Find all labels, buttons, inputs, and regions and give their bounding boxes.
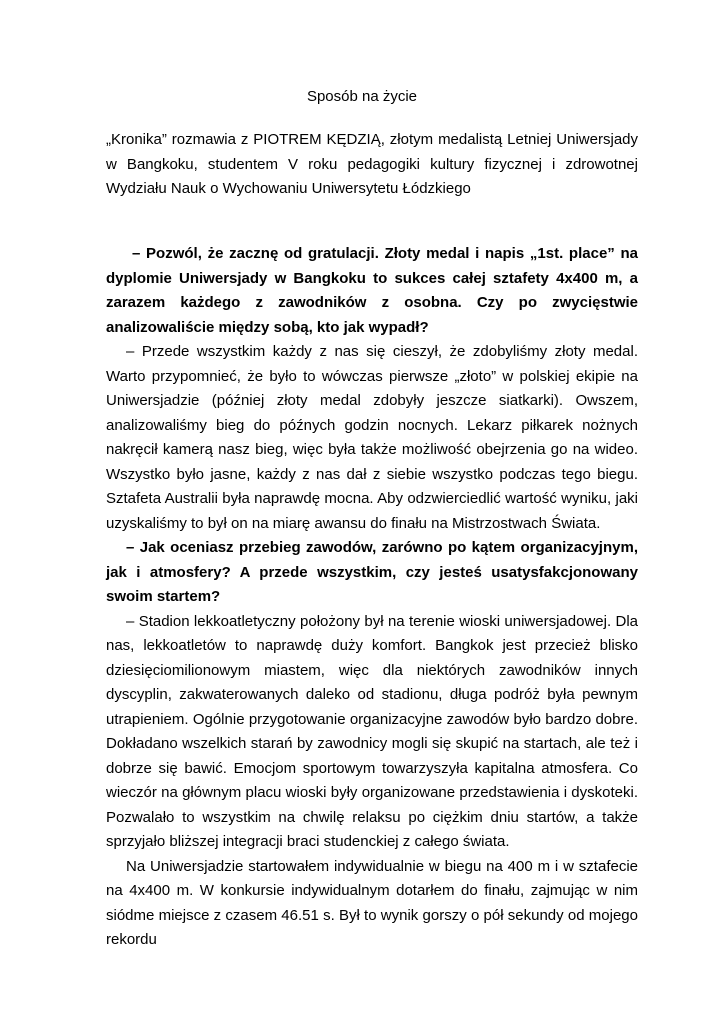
interview-answer-2-continued: Na Uniwersjadzie startowałem indywidualnie w biegu na 400 m i w sztafecie na 4x400 m. W konkursie indywidualnym dotarłem do finału, zajmując w nim siódme miejsce z czasem 46.51 s. Był to wynik gorszy o pół sekundy od mojego rekordu: [106, 857, 638, 948]
interview-answer-1: – Przede wszystkim każdy z nas się cieszył, że zdobyliśmy złoty medal. Warto przypomnieć, że było to wówczas pierwsze „złoto” w polskiej ekipie na Uniwersjadzie (później złoty medal zdobyły jeszcze siatkarki). Owszem, analizowaliśmy bieg do późnych godzin nocnych. Lekarz piłkarek nożnych nakręcił kamerą nasz bieg, więc była także możliwość obejrzenia go na wideo. Wszystko było jasne, każdy z nas dał z siebie wszystko podczas tego biegu. Sztafeta Australii była naprawdę mocna. Aby odzwierciedlić wartość wyniku, jaki uzyskaliśmy to był on na miarę awansu do finału na Mistrzostwach Świata.: [106, 343, 638, 532]
intro-paragraph: „Kronika” rozmawia z PIOTREM KĘDZIĄ, złotym medalistą Letniej Uniwersjady w Bangkoku, studentem V roku pedagogiki kultury fizycznej i zdrowotnej Wydziału Nauk o Wychowaniu Uniwersytetu Łódzkiego: [106, 131, 638, 197]
document-title: Sposób na życie: [306, 88, 418, 105]
interview-answer-2: – Stadion lekkoatletyczny położony był na terenie wioski uniwersjadowej. Dla nas, lekkoatletów to naprawdę duży komfort. Bangkok jest przecież blisko dziesięciomilionowym miastem, więc dla niektórych zawodników innych dyscyplin, zakwaterowanych daleko od stadionu, długa podróż była pewnym utrapieniem. Ogólnie przygotowanie organizacyjne zawodów było bardzo dobre. Dokładano wszelkich starań by zawodnicy mogli się skupić na startach, ale też i dobrze się bawić. Emocjom sportowym towarzyszyła kapitalna atmosfera. Co wieczór na głównym placu wioski były organizowane przedstawienia i dyskoteki. Pozwalało to wszystkim na chwilę relaksu po ciężkim dniu startów, a także sprzyjało bliższej integracji braci studenckiej z całego świata.: [106, 612, 638, 850]
interview-question-2: – Jak oceniasz przebieg zawodów, zarówno po kątem organizacyjnym, jak i atmosfery? A przede wszystkim, czy jesteś usatysfakcjonowany swoim startem?: [106, 539, 638, 605]
interview-body: [106, 242, 638, 953]
intro-block: [106, 128, 638, 202]
interview-question-1: – Pozwól, że zacznę od gratulacji. Złoty medal i napis „1st. place” na dyplomie Uniwersjady w Bangkoku to sukces całej sztafety 4x400 m, a zarazem każdego z zawodników z osobna. Czy po zwycięstwie analizowaliście między sobą, kto jak wypadł?: [106, 245, 638, 336]
